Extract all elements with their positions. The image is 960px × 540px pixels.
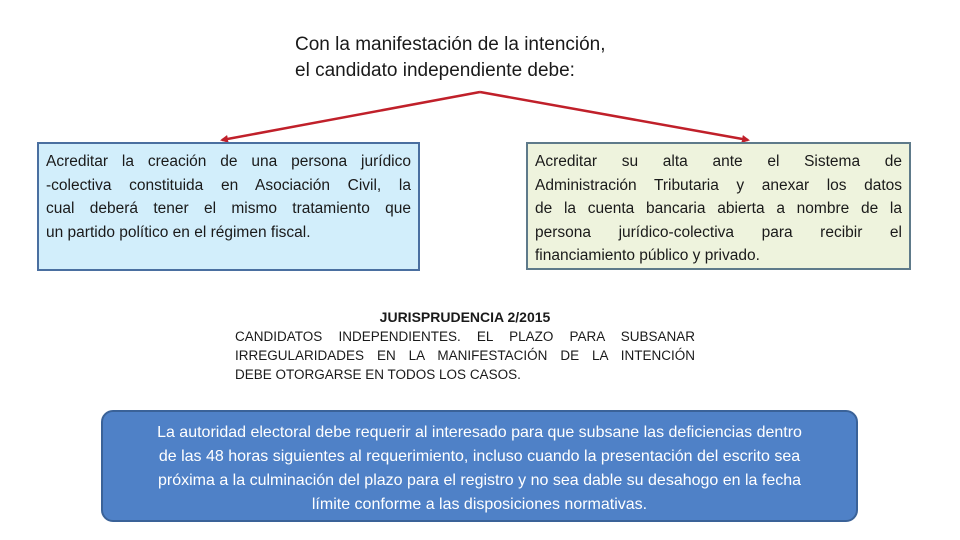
bottom-box-line: de las 48 horas siguientes al requerimiento, incluso cuando la presentación del escrito sea [158, 448, 801, 465]
jurisprudence-title: JURISPRUDENCIA 2/2015 [379, 309, 551, 325]
heading-line-1: Con la manifestación de la intención, [295, 34, 606, 55]
right-box-line: de la cuenta bancaria abierta a nombre de la [535, 200, 902, 217]
left-box-line: Acreditar la creación de una persona jurídico [46, 153, 411, 170]
requirement-box-tax-registration [526, 142, 911, 270]
requirement-box-legal-entity [37, 142, 420, 271]
bottom-box-line: límite conforme a las disposiciones normativas. [311, 496, 648, 513]
left-box-line: cual deberá tener el mismo tratamiento que [46, 200, 411, 217]
bottom-box-line: próxima a la culminación del plazo para el registro y no sea dable su desahogo en la fecha [157, 472, 802, 489]
bottom-box-line: La autoridad electoral debe requerir al interesado para que subsane las deficiencias dentro [157, 424, 802, 441]
heading-line-2: el candidato independiente debe: [295, 60, 575, 81]
diagram-heading [295, 32, 715, 84]
right-box-line: financiamiento público y privado. [535, 247, 760, 264]
right-box-line: persona jurídico-colectiva para recibir el [535, 223, 902, 241]
arrow-right [480, 92, 748, 140]
right-box-line: Acreditar su alta ante el Sistema de [535, 153, 902, 170]
jurisprudence-note [235, 308, 695, 384]
authority-requirement-box [101, 410, 858, 522]
jurisprudence-line: IRREGULARIDADES EN LA MANIFESTACIÓN DE LA INTENCIÓN [235, 348, 695, 363]
left-box-line: un partido político en el régimen fiscal. [46, 223, 311, 241]
jurisprudence-line: DEBE OTORGARSE EN TODOS LOS CASOS. [235, 367, 521, 382]
arrow-left [222, 92, 480, 140]
left-box-line: -colectiva constituida en Asociación Civil, la [46, 176, 411, 194]
right-box-line: Administración Tributaria y anexar los datos [535, 176, 902, 194]
jurisprudence-line: CANDIDATOS INDEPENDIENTES. EL PLAZO PARA SUBSANAR [235, 329, 695, 344]
